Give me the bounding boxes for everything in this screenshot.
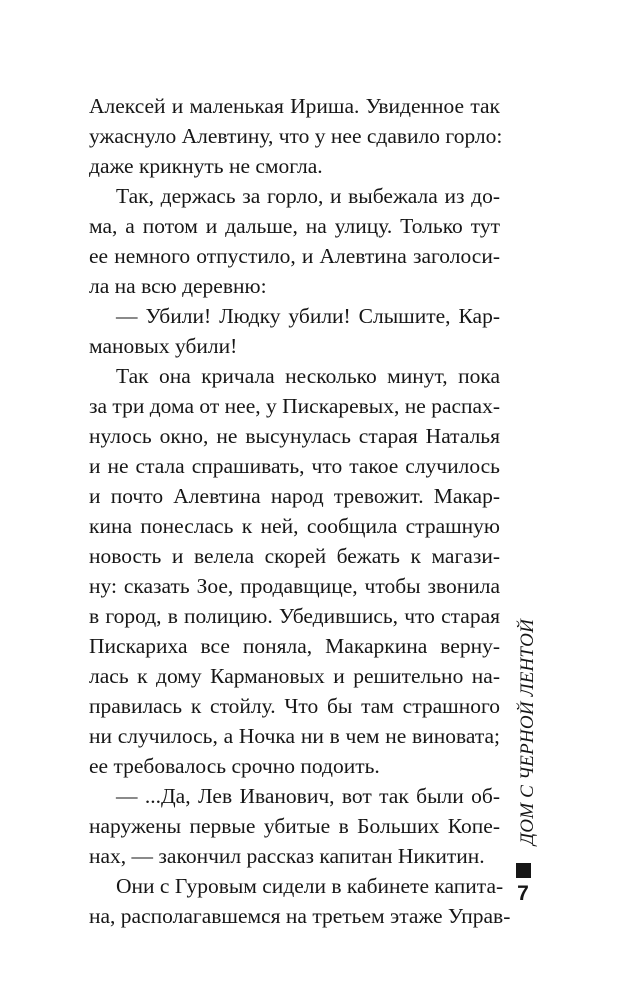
text-line: Пискариха все поняла, Макаркина верну-	[89, 634, 500, 658]
text-line: и не стала спрашивать, что такое случилось	[89, 454, 500, 478]
running-title: ДОМ С ЧЕРНОЙ ЛЕНТОЙ	[517, 618, 538, 845]
text-line: ее немного отпустило, и Алевтина заголоси-	[89, 244, 500, 268]
text-line: — Убили! Людку убили! Слышите, Кар-	[116, 304, 500, 328]
text-line: наружены первые убитые в Больших Копе-	[89, 814, 500, 838]
black-square-marker	[516, 863, 531, 878]
text-line: нах, — закончил рассказ капитан Никитин.	[89, 844, 485, 868]
text-line: ма, а потом и дальше, на улицу. Только тут	[89, 214, 500, 238]
text-line: ужаснуло Алевтину, что у нее сдавило горло:	[89, 124, 503, 148]
text-line: и почто Алевтина народ тревожит. Макар-	[89, 484, 500, 508]
text-line: на, располагавшемся на третьем этаже Управ-	[89, 904, 511, 928]
text-line: Алексей и маленькая Ириша. Увиденное так	[89, 94, 500, 118]
text-line: в город, в полицию. Убедившись, что старая	[89, 604, 500, 628]
text-line: ну: сказать Зое, продавщице, чтобы звонила	[89, 574, 500, 598]
text-line: ла на всю деревню:	[89, 274, 267, 298]
body-text	[89, 91, 511, 931]
text-line: ее требовалось срочно подоить.	[89, 754, 380, 778]
text-line: лась к дому Кармановых и решительно на-	[89, 664, 500, 688]
page-number: 7	[517, 882, 529, 905]
text-line: Они с Гуровым сидели в кабинете капита-	[116, 874, 504, 898]
text-line: кина понеслась к ней, сообщила страшную	[89, 514, 500, 538]
text-line: даже крикнуть не смогла.	[89, 154, 323, 178]
text-line: Так она кричала несколько минут, пока	[116, 364, 500, 388]
text-line: мановых убили!	[89, 334, 238, 358]
text-line: ни случилось, а Ночка ни в чем не виновата;	[89, 724, 500, 748]
text-line: Так, держась за горло, и выбежала из до-	[116, 184, 500, 208]
text-line: правилась к стойлу. Что бы там страшного	[89, 694, 500, 718]
text-line: — ...Да, Лев Иванович, вот так были об-	[116, 784, 500, 808]
text-line: нулось окно, не высунулась старая Наталья	[89, 424, 500, 448]
text-line: за три дома от нее, у Пискаревых, не распах-	[89, 394, 500, 418]
text-line: новость и велела скорей бежать к магази-	[89, 544, 500, 568]
